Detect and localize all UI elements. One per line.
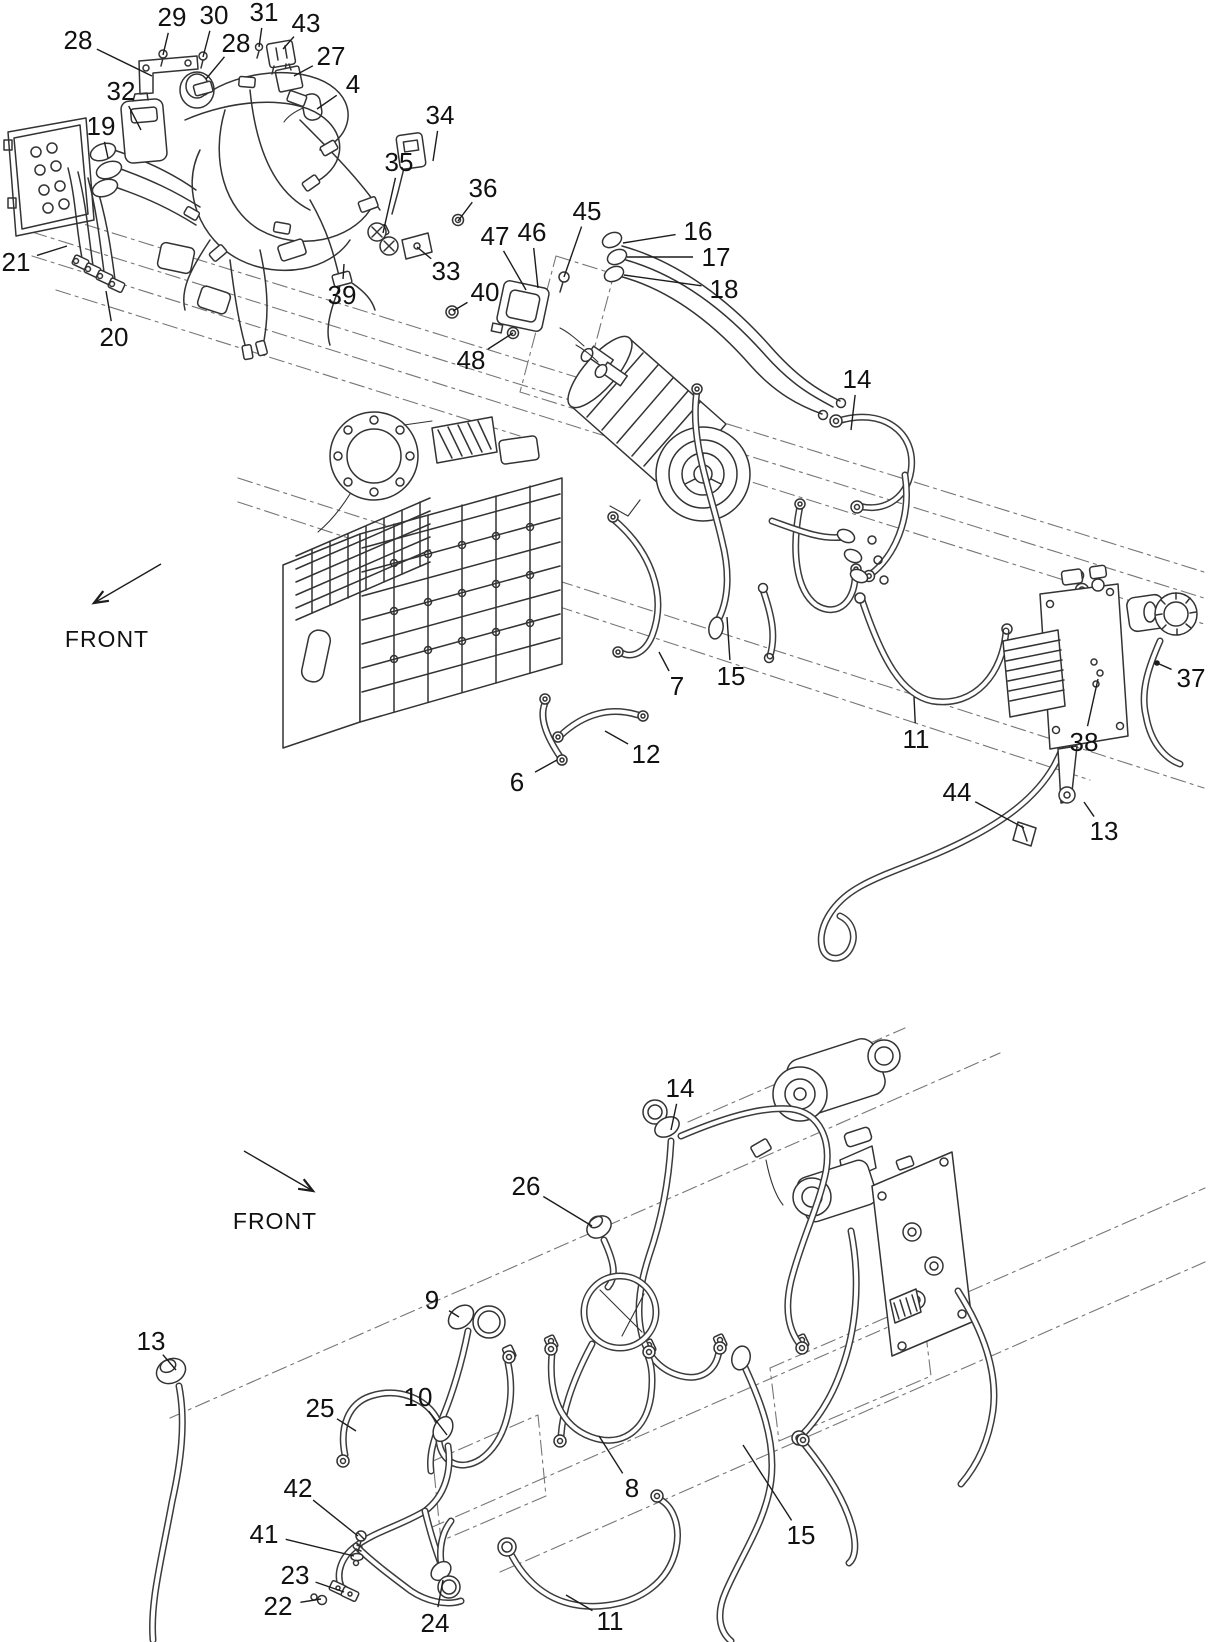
callout-number: 11: [596, 1606, 624, 1636]
leader-line: [564, 227, 582, 277]
leader-line: [286, 1539, 354, 1556]
callout-number: 29: [157, 2, 187, 32]
connector-35: [368, 223, 398, 255]
callout-number: 30: [199, 0, 229, 30]
callout-number: 26: [511, 1171, 541, 1201]
callout-43: [283, 8, 320, 49]
leader-line: [851, 395, 855, 430]
leader-line: [534, 248, 538, 288]
leader-line: [914, 697, 915, 723]
leader-line: [106, 291, 111, 321]
callout-number: 28: [63, 25, 93, 55]
callout-21: [2, 246, 67, 277]
callout-48: [457, 333, 513, 375]
callout-number: 14: [842, 364, 872, 394]
callout-number: 27: [316, 41, 346, 71]
callout-number: 33: [431, 256, 461, 286]
callout-number: 13: [1089, 816, 1119, 846]
callout-28: [206, 28, 250, 79]
leader-line: [727, 617, 730, 660]
callout-number: 8: [624, 1473, 640, 1503]
battery-box: [283, 412, 562, 748]
control-panel: [4, 118, 94, 236]
leader-dot: [1154, 660, 1160, 666]
leader-line: [623, 235, 676, 243]
callout-number: 25: [305, 1393, 335, 1423]
callout-46: [518, 217, 547, 288]
relay-module-46-47: [491, 272, 569, 339]
callout-number: 42: [283, 1473, 313, 1503]
leader-line: [535, 760, 557, 772]
callout-number: 11: [902, 724, 930, 754]
callout-31: [250, 0, 279, 47]
leader-line: [543, 1197, 592, 1226]
callout-number: 14: [665, 1073, 695, 1103]
leader-line: [659, 652, 669, 671]
callout-number: 24: [420, 1608, 450, 1638]
callout-number: 20: [99, 322, 129, 352]
callout-number: 39: [327, 280, 357, 310]
callout-20: [100, 291, 129, 352]
callout-39: [328, 264, 357, 310]
callout-number: 38: [1069, 727, 1099, 757]
callout-number: 43: [291, 8, 321, 38]
front-direction-upper-isometric-view: [65, 564, 161, 652]
callout-13: [1084, 802, 1118, 846]
leader-line: [433, 131, 438, 161]
callout-number: 40: [470, 277, 500, 307]
battery-cables-bottom: [152, 1100, 855, 1641]
callout-number: 13: [136, 1326, 166, 1356]
connector-cluster-20: [72, 255, 126, 293]
motor-assembly-bottom: [750, 1035, 994, 1484]
callout-number: 18: [709, 274, 739, 304]
callout-41: [250, 1519, 354, 1556]
front-label: FRONT: [232, 1208, 318, 1234]
callout-number: 45: [572, 196, 602, 226]
callout-number: 35: [384, 147, 414, 177]
motor-compressor: [558, 328, 750, 521]
view-top: [1, 40, 1204, 958]
callout-number: 41: [249, 1519, 279, 1549]
callout-number: 6: [509, 767, 525, 797]
callout-number: 34: [425, 100, 455, 130]
callout-18: [624, 274, 738, 304]
front-label: FRONT: [64, 626, 150, 652]
callout-26: [512, 1171, 592, 1226]
callout-number: 23: [280, 1560, 310, 1590]
callout-33: [417, 247, 460, 286]
callout-number: 47: [480, 221, 510, 251]
leader-line: [458, 202, 472, 221]
leader-line: [383, 178, 395, 233]
harness-connectors: [157, 76, 390, 359]
leader-line: [605, 731, 628, 744]
callout-number: 48: [456, 345, 486, 375]
leader-line: [313, 1500, 358, 1536]
front-arrow: [94, 564, 161, 603]
callout-number: 32: [106, 76, 136, 106]
callout-16: [623, 216, 712, 246]
leader-line: [206, 57, 224, 79]
leader-line: [488, 333, 513, 349]
callout-6: [510, 760, 557, 797]
callout-4: [317, 69, 360, 109]
callout-number: 15: [786, 1520, 816, 1550]
artwork: [1, 40, 1205, 1641]
callout-number: 31: [249, 0, 279, 27]
callout-number: 44: [942, 777, 972, 807]
front-direction-lower-isometric-view: [233, 1151, 317, 1234]
nut-40: [446, 306, 458, 318]
callout-number: 4: [345, 69, 361, 99]
callout-27: [294, 41, 345, 76]
callout-number: 15: [716, 661, 746, 691]
callout-number: 16: [683, 216, 713, 246]
callout-number: 17: [701, 242, 731, 272]
callout-17: [627, 242, 730, 272]
callout-12: [605, 731, 660, 769]
callout-number: 22: [263, 1591, 293, 1621]
callout-37: [1154, 660, 1205, 693]
callout-29: [158, 2, 187, 55]
callout-7: [659, 652, 684, 701]
callout-22: [264, 1591, 321, 1621]
callout-44: [943, 777, 1024, 828]
controller-assembly: [1003, 565, 1197, 803]
view-bottom: [152, 1028, 1205, 1641]
callout-number: 19: [86, 111, 116, 141]
callout-number: 21: [1, 247, 31, 277]
callout-number: 7: [669, 671, 685, 701]
front-arrow: [244, 1151, 313, 1191]
callout-number: 37: [1176, 663, 1206, 693]
leader-line: [1084, 802, 1094, 817]
callout-number: 9: [424, 1285, 440, 1315]
callout-8: [599, 1436, 639, 1503]
callout-number: 28: [221, 28, 251, 58]
callout-13: [137, 1326, 176, 1370]
callout-36: [458, 173, 497, 221]
callout-number: 46: [517, 217, 547, 247]
callout-34: [426, 100, 455, 161]
chassis-rails-bottom: [170, 1028, 1205, 1572]
callout-number: 10: [403, 1382, 433, 1412]
callout-10: [404, 1382, 447, 1435]
callout-11: [903, 697, 930, 754]
callout-number: 36: [468, 173, 498, 203]
leader-line: [343, 264, 344, 279]
callout-42: [284, 1473, 358, 1536]
callout-number: 12: [631, 739, 661, 769]
leader-line: [37, 246, 67, 255]
